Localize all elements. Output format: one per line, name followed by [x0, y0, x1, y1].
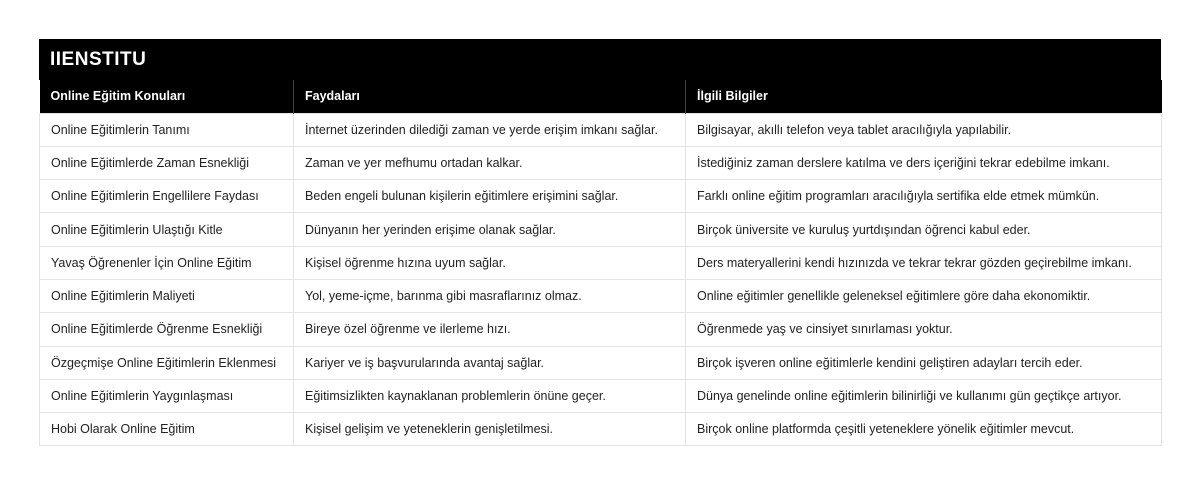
- cell-benefit: Kişisel gelişim ve yeteneklerin genişletilmesi.: [294, 413, 686, 446]
- column-header-benefits: Faydaları: [294, 80, 686, 113]
- cell-benefit: Yol, yeme-içme, barınma gibi masraflarınız olmaz.: [294, 279, 686, 312]
- cell-info: Birçok işveren online eğitimlerle kendini geliştiren adayları tercih eder.: [686, 346, 1162, 379]
- table-row: [40, 246, 1162, 279]
- table-row: [40, 346, 1162, 379]
- table-row: [40, 113, 1162, 146]
- cell-topic: Özgeçmişe Online Eğitimlerin Eklenmesi: [40, 346, 294, 379]
- cell-benefit: Beden engeli bulunan kişilerin eğitimlere erişimini sağlar.: [294, 180, 686, 213]
- cell-benefit: Bireye özel öğrenme ve ilerleme hızı.: [294, 313, 686, 346]
- cell-topic: Online Eğitimlerin Maliyeti: [40, 279, 294, 312]
- info-table: [39, 80, 1162, 446]
- cell-info: Dünya genelinde online eğitimlerin bilinirliği ve kullanımı gün geçtikçe artıyor.: [686, 379, 1162, 412]
- brand-logo-text: IIENSTITU: [50, 48, 147, 70]
- cell-topic: Online Eğitimlerin Yaygınlaşması: [40, 379, 294, 412]
- cell-benefit: Eğitimsizlikten kaynaklanan problemlerin önüne geçer.: [294, 379, 686, 412]
- brand-header: [39, 39, 1161, 80]
- cell-benefit: Kişisel öğrenme hızına uyum sağlar.: [294, 246, 686, 279]
- cell-topic: Online Eğitimlerin Engellilere Faydası: [40, 180, 294, 213]
- cell-info: Birçok üniversite ve kuruluş yurtdışından öğrenci kabul eder.: [686, 213, 1162, 246]
- cell-topic: Online Eğitimlerin Ulaştığı Kitle: [40, 213, 294, 246]
- cell-info: Farklı online eğitim programları aracılığıyla sertifika elde etmek mümkün.: [686, 180, 1162, 213]
- table-row: [40, 379, 1162, 412]
- table-body: [40, 113, 1162, 446]
- table-row: [40, 413, 1162, 446]
- table-row: [40, 313, 1162, 346]
- cell-benefit: Dünyanın her yerinden erişime olanak sağlar.: [294, 213, 686, 246]
- cell-topic: Online Eğitimlerde Öğrenme Esnekliği: [40, 313, 294, 346]
- cell-topic: Yavaş Öğrenenler İçin Online Eğitim: [40, 246, 294, 279]
- table-row: [40, 146, 1162, 179]
- column-header-topics: Online Eğitim Konuları: [40, 80, 294, 113]
- table-container: [39, 39, 1161, 446]
- cell-benefit: İnternet üzerinden dilediği zaman ve yerde erişim imkanı sağlar.: [294, 113, 686, 146]
- table-row: [40, 213, 1162, 246]
- cell-benefit: Kariyer ve iş başvurularında avantaj sağlar.: [294, 346, 686, 379]
- cell-topic: Online Eğitimlerde Zaman Esnekliği: [40, 146, 294, 179]
- cell-info: Bilgisayar, akıllı telefon veya tablet aracılığıyla yapılabilir.: [686, 113, 1162, 146]
- table-row: [40, 279, 1162, 312]
- column-header-info: İlgili Bilgiler: [686, 80, 1162, 113]
- cell-topic: Hobi Olarak Online Eğitim: [40, 413, 294, 446]
- cell-info: İstediğiniz zaman derslere katılma ve ders içeriğini tekrar edebilme imkanı.: [686, 146, 1162, 179]
- cell-info: Birçok online platformda çeşitli yeteneklere yönelik eğitimler mevcut.: [686, 413, 1162, 446]
- table-row: [40, 180, 1162, 213]
- cell-topic: Online Eğitimlerin Tanımı: [40, 113, 294, 146]
- cell-benefit: Zaman ve yer mefhumu ortadan kalkar.: [294, 146, 686, 179]
- cell-info: Online eğitimler genellikle geleneksel eğitimlere göre daha ekonomiktir.: [686, 279, 1162, 312]
- cell-info: Ders materyallerini kendi hızınızda ve tekrar tekrar gözden geçirebilme imkanı.: [686, 246, 1162, 279]
- table-header-row: [40, 80, 1162, 113]
- cell-info: Öğrenmede yaş ve cinsiyet sınırlaması yoktur.: [686, 313, 1162, 346]
